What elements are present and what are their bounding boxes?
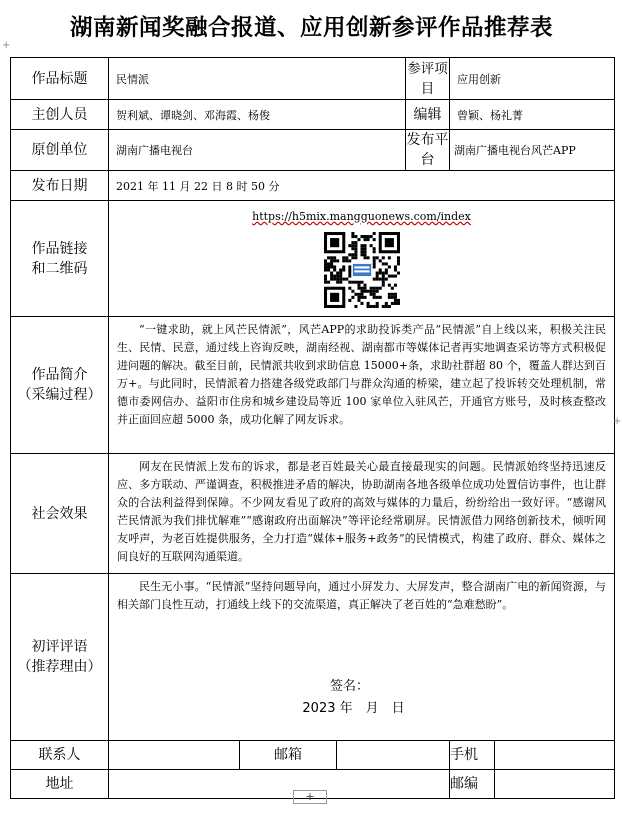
phone-cell bbox=[450, 741, 615, 770]
label-intro bbox=[11, 317, 109, 454]
label-review-line1: 初评评语 bbox=[31, 639, 88, 655]
postcode-cell bbox=[450, 770, 615, 799]
link-qr-cell bbox=[109, 201, 615, 317]
row-creators bbox=[11, 100, 615, 130]
label-category: 参评项目 bbox=[406, 58, 450, 100]
recommendation-form-table bbox=[10, 57, 615, 799]
row-contact bbox=[11, 741, 615, 770]
sign-date: 2023 年 月 日 bbox=[302, 701, 405, 716]
label-effect: 社会效果 bbox=[11, 454, 109, 574]
label-mailbox: 邮箱 bbox=[240, 741, 337, 770]
label-publish-date: 发布日期 bbox=[11, 171, 109, 201]
review-text: 民生无小事。“民情派”坚持问题导向，通过小屏发力、大屏发声，整合湖南广电的新闻资源，与相关部门良性互动，打通线上线下的交流渠道，真正解决了老百姓的“急难愁盼”。 bbox=[117, 580, 607, 611]
value-contact[interactable] bbox=[109, 741, 240, 770]
intro-text: “一键求助，就上风芒民情派”，风芒APP的求助投诉类产品“民情派”自上线以来，积极关注民生、民情、民意，通过线上咨询反映，湖南经视、湖南都市等媒体记者再实地调查采访等方式积极促进问题的解决。截至目前，民情派共收到求助信息 15000+条，求助社群超 80 个，覆盖人群达到百万+。与此同时，民情派着力搭建各级党政部门与群众沟通的桥梁，建立起了投诉转交处理机制，常德市委网信办、益阳市住房和城乡建设局等近 100 家单位入驻风芒，开通官方账号，及时核查整改并正面回应超 5000 条，成功化解了网友诉求。 bbox=[117, 323, 607, 426]
value-category[interactable]: 应用创新 bbox=[450, 58, 615, 100]
label-phone: 手机 bbox=[450, 747, 479, 763]
page-title: 湖南新闻奖融合报道、应用创新参评作品推荐表 bbox=[69, 15, 553, 41]
label-address: 地址 bbox=[11, 770, 109, 799]
value-work-title[interactable]: 民情派 bbox=[109, 58, 406, 100]
label-work-title: 作品标题 bbox=[11, 58, 109, 100]
value-address[interactable] bbox=[109, 770, 450, 799]
value-platform[interactable]: 湖南广播电视台风芒APP bbox=[450, 130, 615, 171]
value-mailbox[interactable] bbox=[337, 741, 450, 770]
label-editor: 编辑 bbox=[406, 100, 450, 130]
sign-label: 签名： bbox=[330, 679, 370, 694]
value-postcode[interactable] bbox=[494, 770, 614, 798]
effect-text: 网友在民情派上发布的诉求，都是老百姓最关心最直接最现实的问题。民情派始终坚持迅速反应、多方联动、严谨调查，积极推进矛盾的解决，协助湖南各地各级单位成功处置信访事件，也让群众的合法利益得到保障。不少网友看见了政府的高效与媒体的力量后，纷纷给出一致好评。“感谢风芒民情派为我们排忧解难”“感谢政府出面解决”等评论经常刷屏。民情派借力网络创新技术，倾听网友呼声，为老百姓提供服务，全力打造“媒体+服务+政务”的民情模式，构建了政府、群众、媒体之间良好的互联网沟通渠道。 bbox=[117, 460, 607, 563]
label-review-line2: （推荐理由） bbox=[17, 659, 102, 675]
qr-code-icon bbox=[324, 232, 400, 308]
value-publish-date[interactable]: 2021 年 11 月 22 日 8 时 50 分 bbox=[109, 171, 615, 201]
label-platform: 发布平台 bbox=[406, 130, 450, 171]
label-link-qr-line2: 和二维码 bbox=[31, 260, 88, 277]
row-publish-date bbox=[11, 171, 615, 201]
value-creators[interactable]: 贺利斌、谭晓剑、邓海霞、杨俊 bbox=[109, 100, 406, 130]
add-row-button[interactable]: + bbox=[293, 790, 327, 804]
label-link-qr-line1: 作品链接 bbox=[31, 240, 88, 257]
effect-cell bbox=[109, 454, 615, 574]
label-postcode: 邮编 bbox=[450, 776, 479, 792]
label-link-qr bbox=[11, 201, 109, 317]
label-review bbox=[11, 574, 109, 741]
value-editor[interactable]: 曾颖、杨礼菁 bbox=[450, 100, 615, 130]
add-column-button-icon[interactable]: + bbox=[613, 416, 622, 427]
label-contact: 联系人 bbox=[11, 741, 109, 770]
row-intro bbox=[11, 317, 615, 454]
label-original-unit: 原创单位 bbox=[11, 130, 109, 171]
value-original-unit[interactable]: 湖南广播电视台 bbox=[109, 130, 406, 171]
intro-cell bbox=[109, 317, 615, 454]
row-work-title bbox=[11, 58, 615, 100]
table-move-handle-icon[interactable]: + bbox=[2, 40, 11, 51]
row-link-qr bbox=[11, 201, 615, 317]
label-intro-line1: 作品简介 bbox=[31, 367, 88, 383]
work-link[interactable]: https://h5mix.mangguonews.com/index bbox=[252, 210, 471, 223]
label-creators: 主创人员 bbox=[11, 100, 109, 130]
label-intro-line2: （采编过程） bbox=[17, 387, 102, 403]
row-effect bbox=[11, 454, 615, 574]
row-review bbox=[11, 574, 615, 741]
review-cell bbox=[109, 574, 615, 741]
row-original-unit bbox=[11, 130, 615, 171]
value-phone[interactable] bbox=[494, 741, 614, 769]
